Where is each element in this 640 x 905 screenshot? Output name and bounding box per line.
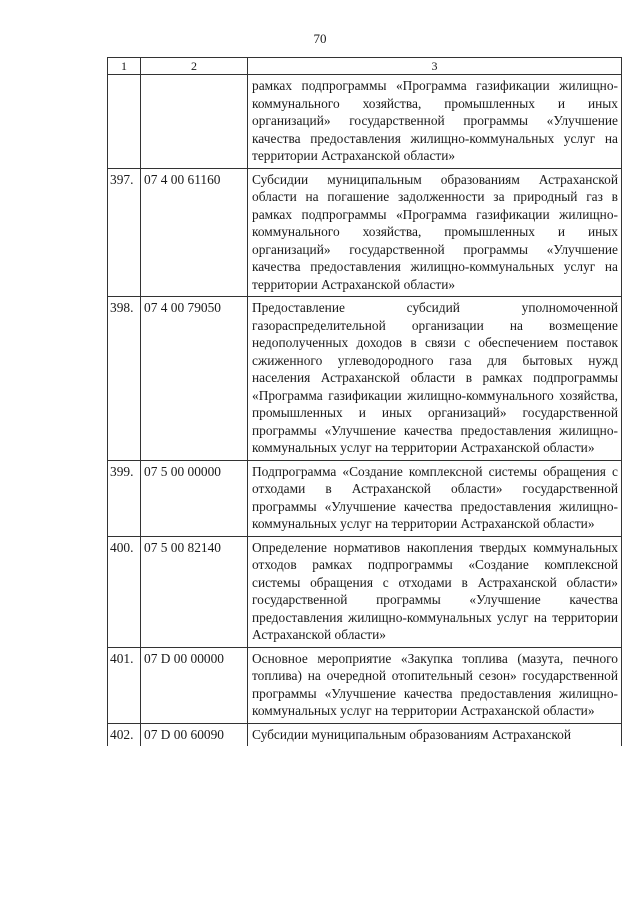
row-description: Определение нормативов накопления твердых коммунальных отходов рамках подпрограммы «Создание комплексной системы обращения с отходами в Астраханской области» государственной программы «Улучшение качества предоставления жилищно-коммунальных услуг на территории Астраханской области» bbox=[248, 536, 622, 647]
row-number: 398. bbox=[108, 297, 141, 461]
table-row bbox=[108, 536, 622, 647]
table-row bbox=[108, 647, 622, 723]
row-code: 07 5 00 00000 bbox=[141, 460, 248, 536]
row-number: 401. bbox=[108, 647, 141, 723]
budget-classification-table bbox=[107, 57, 622, 746]
row-number bbox=[108, 75, 141, 169]
header-col-2: 2 bbox=[141, 58, 248, 75]
header-col-3: 3 bbox=[248, 58, 622, 75]
row-code: 07 5 00 82140 bbox=[141, 536, 248, 647]
row-description: Предоставление субсидий уполномоченной газораспределительной организации на возмещение недополученных доходов в связи с обеспечением поставок сжиженного углеводородного газа для бытовых нужд населения Астраханской области в рамках подпрограммы «Программа газификации жилищно-коммунального хозяйства, промышленных и иных организаций» государственной программы «Улучшение качества предоставления жилищно-коммунальных услуг на территории Астраханской области» bbox=[248, 297, 622, 461]
table-row bbox=[108, 723, 622, 746]
row-description: Основное мероприятие «Закупка топлива (мазута, печного топлива) на очередной отопительный сезон» государственной программы «Улучшение качества предоставления жилищно-коммунальных услуг на территории Астраханской области» bbox=[248, 647, 622, 723]
page-number: 70 bbox=[313, 31, 327, 46]
table-row bbox=[108, 297, 622, 461]
table-row bbox=[108, 460, 622, 536]
row-number: 400. bbox=[108, 536, 141, 647]
table-header-row bbox=[108, 58, 622, 75]
row-code bbox=[141, 75, 248, 169]
row-number: 402. bbox=[108, 723, 141, 746]
row-description: Субсидии муниципальным образованиям Астраханской области на погашение задолженности за природный газ в рамках подпрограммы «Программа газификации жилищно-коммунального хозяйства, промышленных и иных организаций» государственной программы «Улучшение качества предоставления жилищно-коммунальных услуг на территории Астраханской области» bbox=[248, 168, 622, 297]
row-code: 07 4 00 61160 bbox=[141, 168, 248, 297]
row-number: 397. bbox=[108, 168, 141, 297]
row-code: 07 4 00 79050 bbox=[141, 297, 248, 461]
table-row bbox=[108, 168, 622, 297]
header-col-1: 1 bbox=[108, 58, 141, 75]
row-description: Субсидии муниципальным образованиям Астраханской bbox=[248, 723, 622, 746]
row-description: рамках подпрограммы «Программа газификации жилищно-коммунального хозяйства, промышленных и иных организаций» государственной программы «Улучшение качества предоставления жилищно-коммунальных услуг на территории Астраханской области» bbox=[248, 75, 622, 169]
row-number: 399. bbox=[108, 460, 141, 536]
row-code: 07 D 00 00000 bbox=[141, 647, 248, 723]
row-description: Подпрограмма «Создание комплексной системы обращения с отходами в Астраханской области» государственной программы «Улучшение качества предоставления жилищно-коммунальных услуг на территории Астраханской области» bbox=[248, 460, 622, 536]
table-row bbox=[108, 75, 622, 169]
row-code: 07 D 00 60090 bbox=[141, 723, 248, 746]
